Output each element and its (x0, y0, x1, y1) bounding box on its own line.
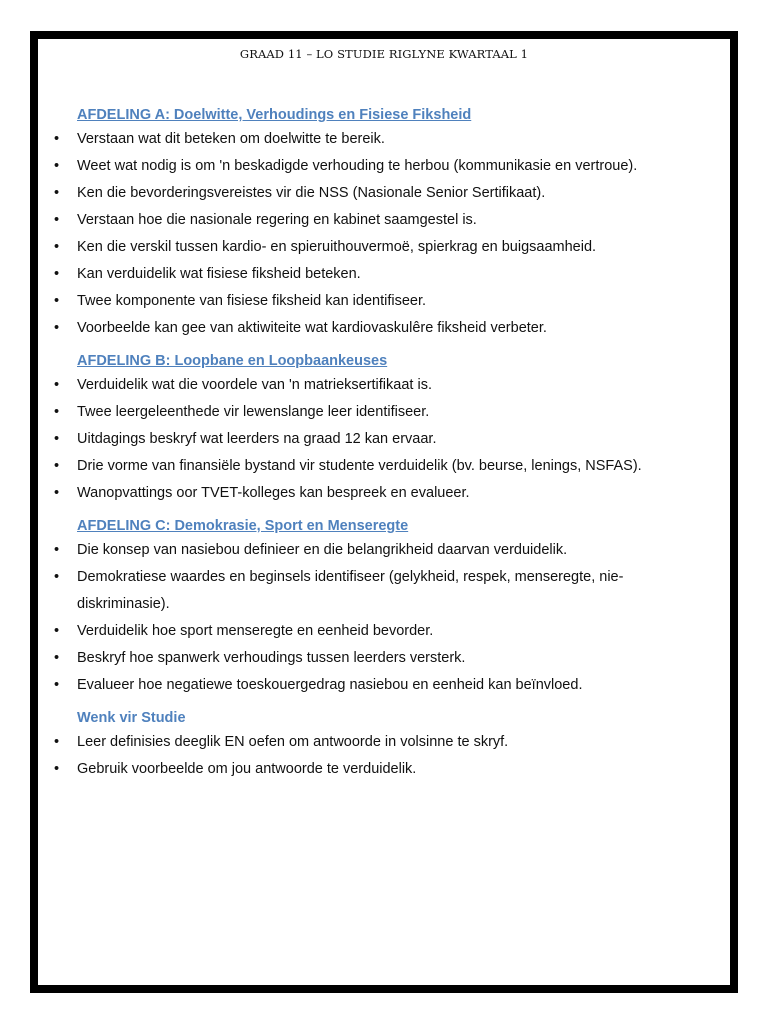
document-header: GRAAD 11 – LO STUDIE RIGLYNE KWARTAAL 1 (239, 47, 529, 61)
list-item: • Uitdagings beskryf wat leerders na graad 12 kan ervaar. (52, 426, 712, 453)
study-tips-list (52, 729, 712, 783)
list-item: • Evalueer hoe negatiewe toeskouergedrag nasiebou en eenheid kan beïnvloed. (52, 672, 712, 699)
list-item: • Die konsep van nasiebou definieer en die belangrikheid daarvan verduidelik. (52, 537, 712, 564)
section-c-list (52, 537, 712, 699)
list-item: • Verduidelik hoe sport menseregte en eenheid bevorder. (52, 618, 712, 645)
list-item: • Gebruik voorbeelde om jou antwoorde te verduidelik. (52, 756, 712, 783)
document-body (52, 104, 712, 783)
section-b (52, 350, 712, 507)
list-item: • Verstaan wat dit beteken om doelwitte te bereik. (52, 126, 712, 153)
section-b-list (52, 372, 712, 507)
list-item: • Wanopvattings oor TVET-kolleges kan bespreek en evalueer. (52, 480, 712, 507)
section-study-tips (52, 707, 712, 783)
list-item: • Voorbeelde kan gee van aktiwiteite wat kardiovaskulêre fiksheid verbeter. (52, 315, 712, 342)
list-item: • Ken die bevorderingsvereistes vir die NSS (Nasionale Senior Sertifikaat). (52, 180, 712, 207)
list-item: • Verstaan hoe die nasionale regering en kabinet saamgestel is. (52, 207, 712, 234)
study-tips-title: Wenk vir Studie (77, 710, 186, 726)
section-a (52, 104, 712, 342)
section-c (52, 515, 712, 699)
section-a-title: AFDELING A: Doelwitte, Verhoudings en Fisiese Fiksheid (77, 107, 472, 123)
list-item: • Beskryf hoe spanwerk verhoudings tussen leerders versterk. (52, 645, 712, 672)
section-a-list (52, 126, 712, 342)
list-item: • Ken die verskil tussen kardio- en spieruithouvermoë, spierkrag en buigsaamheid. (52, 234, 712, 261)
list-item: • Twee leergeleenthede vir lewenslange leer identifiseer. (52, 399, 712, 426)
list-item: • Kan verduidelik wat fisiese fiksheid beteken. (52, 261, 712, 288)
list-item: • Leer definisies deeglik EN oefen om antwoorde in volsinne te skryf. (52, 729, 712, 756)
list-item: • Verduidelik wat die voordele van 'n matrieksertifikaat is. (52, 372, 712, 399)
list-item: • Drie vorme van finansiële bystand vir studente verduidelik (bv. beurse, lenings, NSFAS). (52, 453, 712, 480)
list-item: • Twee komponente van fisiese fiksheid kan identifiseer. (52, 288, 712, 315)
section-c-title: AFDELING C: Demokrasie, Sport en Menseregte (77, 518, 409, 534)
list-item: • Weet wat nodig is om 'n beskadigde verhouding te herbou (kommunikasie en vertroue). (52, 153, 712, 180)
list-item: • Demokratiese waardes en beginsels identifiseer (gelykheid, respek, menseregte, nie-diskriminasie). (52, 564, 712, 618)
section-b-title: AFDELING B: Loopbane en Loopbaankeuses (77, 353, 388, 369)
